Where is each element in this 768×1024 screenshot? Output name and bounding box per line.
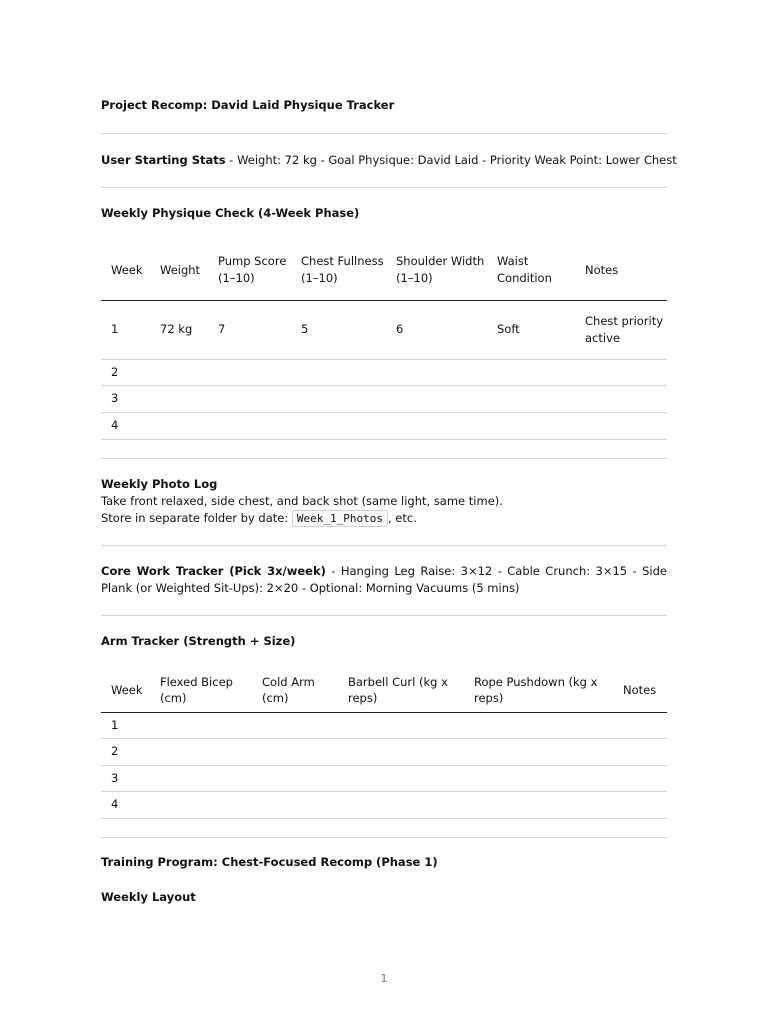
cell-weight: 72 kg	[160, 322, 193, 337]
cell-notes	[613, 738, 667, 765]
cell-cold-arm	[252, 765, 338, 791]
header-barbell-curl: Barbell Curl (kg x reps)	[348, 674, 448, 706]
cell-pump-score	[208, 359, 291, 385]
photo-log-storage	[101, 510, 417, 527]
cell-week: 4	[111, 797, 119, 812]
cell-rope-pushdown	[464, 712, 613, 738]
header-weight: Weight	[160, 262, 201, 277]
cell-waist-condition	[487, 385, 575, 412]
core-tracker-text: - Hanging Leg Raise: 3×12 - Cable Crunch: 3×15 - Side Plank (or Weighted Sit-Ups): 2×20 - Optional: Morning Vacuums (5 mins)	[101, 564, 667, 595]
cell-chest-fullness	[291, 359, 386, 385]
cell-notes: Chest priority active	[585, 314, 664, 345]
weekly-layout-heading: Weekly Layout	[101, 890, 196, 904]
cell-rope-pushdown	[464, 738, 613, 765]
arm-tracker-heading: Arm Tracker (Strength + Size)	[101, 634, 296, 648]
header-week: Week	[111, 683, 143, 697]
header-notes: Notes	[585, 262, 619, 277]
photo-log-heading: Weekly Photo Log	[101, 477, 218, 491]
cell-notes	[575, 359, 667, 385]
table-row	[101, 712, 667, 738]
cell-pump-score	[208, 412, 291, 439]
starting-stats	[101, 152, 677, 169]
table-row	[101, 738, 667, 765]
core-tracker	[101, 563, 667, 597]
divider	[101, 837, 667, 838]
cell-waist-condition	[487, 359, 575, 385]
cell-shoulder-width: 6	[396, 322, 404, 337]
cell-rope-pushdown	[464, 765, 613, 791]
cell-notes	[613, 712, 667, 738]
header-cold-arm: Cold Arm (cm)	[262, 674, 315, 706]
cell-pump-score: 7	[218, 322, 226, 337]
divider	[101, 545, 667, 546]
weekly-check-heading: Weekly Physique Check (4-Week Phase)	[101, 206, 360, 220]
header-shoulder-width: Shoulder Width (1–10)	[396, 254, 485, 285]
core-tracker-label: Core Work Tracker (Pick 3x/week)	[101, 564, 326, 578]
table-row	[101, 300, 667, 359]
cell-chest-fullness: 5	[301, 322, 309, 337]
table-row	[101, 359, 667, 385]
cell-cold-arm	[252, 791, 338, 818]
cell-waist-condition	[487, 412, 575, 439]
cell-notes	[613, 791, 667, 818]
table-header-row	[101, 669, 667, 712]
cell-chest-fullness	[291, 412, 386, 439]
photo-log-storage-prefix: Store in separate folder by date:	[101, 511, 292, 525]
weekly-check-table	[101, 240, 667, 440]
page-number: 1	[380, 972, 388, 985]
starting-stats-label: User Starting Stats	[101, 153, 226, 167]
divider	[101, 458, 667, 459]
cell-shoulder-width	[386, 359, 487, 385]
cell-week: 3	[111, 391, 119, 406]
cell-chest-fullness	[291, 385, 386, 412]
photo-log-instruction: Take front relaxed, side chest, and back shot (same light, same time).	[101, 494, 503, 508]
cell-flexed-bicep	[150, 712, 252, 738]
folder-name-code: Week_1_Photos	[292, 510, 388, 527]
divider	[101, 187, 667, 188]
header-chest-fullness: Chest Fullness (1–10)	[301, 254, 384, 285]
header-waist-condition: Waist Condition	[497, 254, 552, 285]
cell-flexed-bicep	[150, 738, 252, 765]
header-week: Week	[111, 262, 143, 277]
cell-week: 1	[111, 322, 119, 337]
table-header-row	[101, 240, 667, 300]
cell-notes	[575, 412, 667, 439]
cell-notes	[613, 765, 667, 791]
cell-week: 4	[111, 418, 119, 433]
cell-cold-arm	[252, 712, 338, 738]
cell-week: 2	[111, 744, 119, 759]
cell-cold-arm	[252, 738, 338, 765]
cell-waist-condition: Soft	[497, 322, 520, 337]
cell-barbell-curl	[338, 765, 464, 791]
document-title: Project Recomp: David Laid Physique Tracker	[101, 98, 395, 112]
header-rope-pushdown: Rope Pushdown (kg x reps)	[474, 674, 598, 706]
cell-shoulder-width	[386, 412, 487, 439]
cell-week: 1	[111, 717, 119, 732]
cell-flexed-bicep	[150, 791, 252, 818]
header-notes: Notes	[623, 683, 657, 697]
cell-weight	[150, 359, 208, 385]
cell-shoulder-width	[386, 385, 487, 412]
table-row	[101, 412, 667, 439]
cell-week: 3	[111, 770, 119, 785]
table-row	[101, 385, 667, 412]
cell-barbell-curl	[338, 712, 464, 738]
cell-rope-pushdown	[464, 791, 613, 818]
cell-barbell-curl	[338, 791, 464, 818]
photo-log-storage-suffix: , etc.	[387, 511, 417, 525]
starting-stats-text: - Weight: 72 kg - Goal Physique: David Laid - Priority Weak Point: Lower Chest	[225, 153, 677, 167]
table-row	[101, 765, 667, 791]
header-pump-score: Pump Score (1–10)	[218, 254, 287, 285]
cell-week: 2	[111, 364, 119, 379]
cell-pump-score	[208, 385, 291, 412]
header-flexed-bicep: Flexed Bicep (cm)	[160, 674, 233, 706]
cell-flexed-bicep	[150, 765, 252, 791]
divider	[101, 615, 667, 616]
arm-tracker-table	[101, 669, 667, 819]
training-program-heading: Training Program: Chest-Focused Recomp (Phase 1)	[101, 855, 438, 869]
table-row	[101, 791, 667, 818]
divider	[101, 133, 667, 134]
cell-weight	[150, 412, 208, 439]
cell-barbell-curl	[338, 738, 464, 765]
cell-weight	[150, 385, 208, 412]
cell-notes	[575, 385, 667, 412]
